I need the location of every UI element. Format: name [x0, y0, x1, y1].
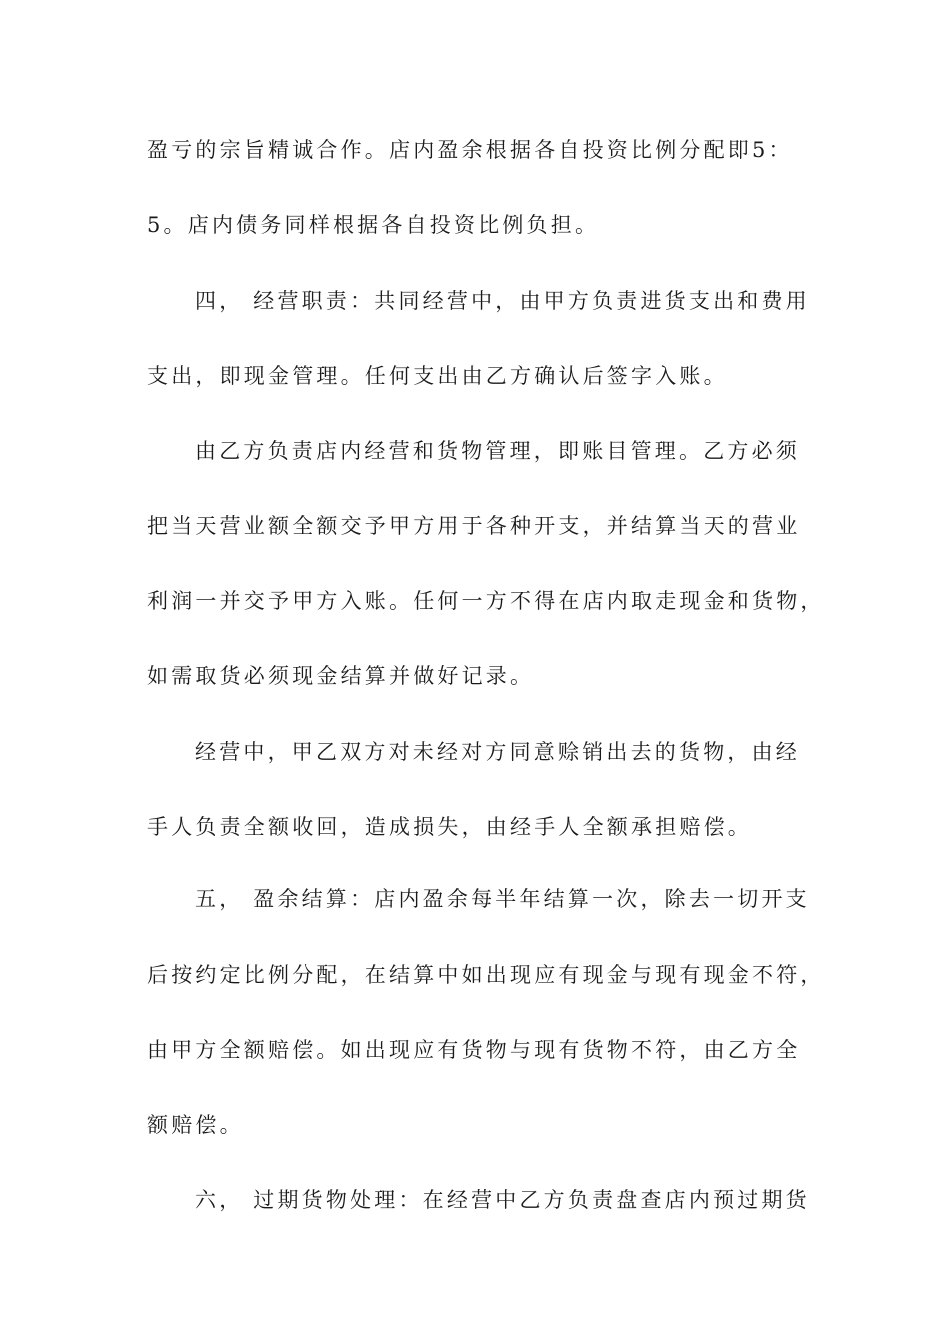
- section-heading-line: 六， 过期货物处理：在经营中乙方负责盘查店内预过期货: [195, 1188, 810, 1212]
- text-line: 由甲方全额赔偿。如出现应有货物与现有货物不符，由乙方全: [147, 1038, 801, 1062]
- text-line: 5。店内债务同样根据各自投资比例负担。: [147, 213, 600, 237]
- text-line: 盈亏的宗旨精诚合作。店内盈余根据各自投资比例分配即5：: [147, 138, 793, 162]
- text-line: 如需取货必须现金结算并做好记录。: [147, 664, 535, 688]
- text-line: 支出，即现金管理。任何支出由乙方确认后签字入账。: [147, 364, 728, 388]
- section-heading-line: 五， 盈余结算：店内盈余每半年结算一次，除去一切开支: [195, 887, 810, 911]
- paragraph-first-line: 经营中，甲乙双方对未经对方同意赊销出去的货物，由经: [195, 740, 800, 764]
- text-line: 手人负责全额收回，造成损失，由经手人全额承担赔偿。: [147, 815, 752, 839]
- section-heading-line: 四， 经营职责：共同经营中，由甲方负责进货支出和费用: [195, 289, 810, 313]
- paragraph-first-line: 由乙方负责店内经营和货物管理，即账目管理。乙方必须: [195, 439, 800, 463]
- text-line: 利润一并交予甲方入账。任何一方不得在店内取走现金和货物，: [147, 589, 825, 613]
- text-line: 额赔偿。: [147, 1113, 244, 1137]
- text-line: 把当天营业额全额交予甲方用于各种开支，并结算当天的营业: [147, 514, 801, 538]
- text-line: 后按约定比例分配，在结算中如出现应有现金与现有现金不符，: [147, 963, 825, 987]
